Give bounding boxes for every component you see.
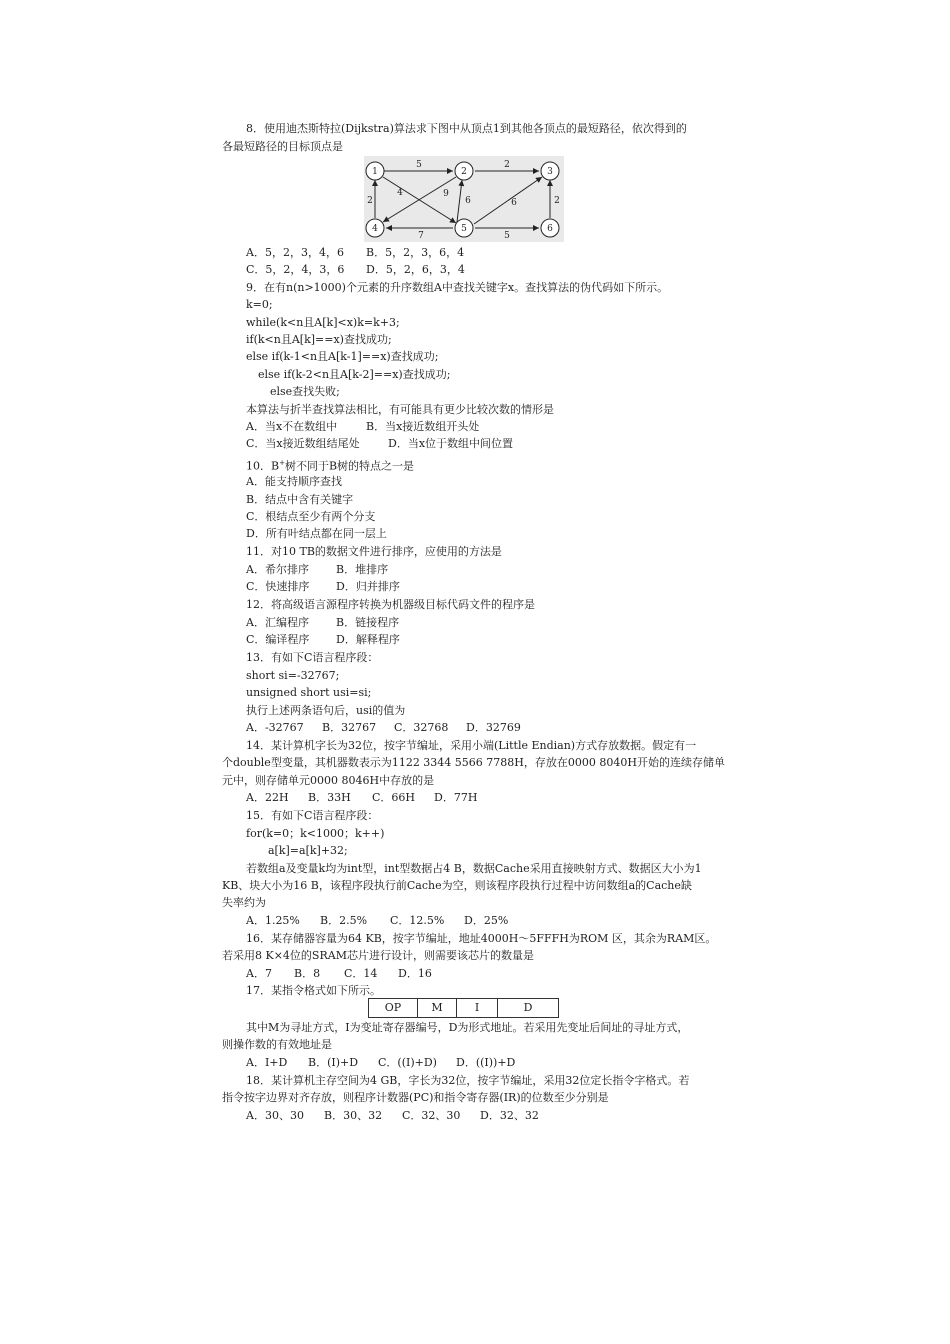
q15-code-line: a[k]=a[k]+32; xyxy=(268,844,348,857)
q18-option-c: C．32、30 xyxy=(402,1109,461,1122)
q9-code-line: else if(k-1<n且A[k-1]==x)查找成功; xyxy=(246,350,439,363)
q13-option-d: D．32769 xyxy=(466,721,521,734)
q9-text-line1: 9．在有n(n>1000)个元素的升序数组A中查找关键字x。查找算法的伪代码如下所示。 xyxy=(246,281,669,294)
q12-option-c: C．编译程序 xyxy=(246,633,310,646)
format-cell-d: D xyxy=(523,1001,533,1014)
q15-text-line3: KB、块大小为16 B，该程序段执行前Cache为空，则该程序段执行过程中访问数组a的Cache缺 xyxy=(222,879,692,892)
q14-text-line1: 14．某计算机字长为32位，按字节编址，采用小端(Little Endian)方式存放数据。假定有一 xyxy=(246,739,697,752)
q16-text-line1: 16．某存储器容量为64 KB，按字节编址，地址4000H～5FFFH为ROM 区，其余为RAM区。 xyxy=(246,932,717,945)
q15-text-line4: 失率约为 xyxy=(222,896,266,909)
q16-option-d: D．16 xyxy=(398,967,432,980)
q15-option-b: B．2.5% xyxy=(320,914,368,927)
q10-option-b: B．结点中含有关键字 xyxy=(246,493,354,506)
q14-text-line3: 元中，则存储单元0000 8046H中存放的是 xyxy=(222,774,435,787)
q12-option-a: A．汇编程序 xyxy=(246,616,309,629)
q15-option-c: C．12.5% xyxy=(390,914,445,927)
edge-label: 2 xyxy=(504,160,510,170)
edge-label: 6 xyxy=(511,198,517,208)
q12-option-b: B．链接程序 xyxy=(336,616,400,629)
q17-text: 17．某指令格式如下所示。 xyxy=(246,984,381,997)
q13-question: 执行上述两条语句后，usi的值为 xyxy=(246,704,406,717)
q14-option-d: D．77H xyxy=(434,791,478,804)
q11-option-c: C．快速排序 xyxy=(246,580,310,593)
q9-option-c: C．当x接近数组结尾处 xyxy=(246,437,360,450)
q8-option-c: C．5，2，4，3，6 xyxy=(246,263,345,276)
q16-option-b: B．8 xyxy=(294,967,321,980)
q8-graph-diagram xyxy=(364,156,564,242)
q18-option-a: A．30、30 xyxy=(246,1109,304,1122)
q17-option-b: B．(I)+D xyxy=(308,1056,359,1069)
q18-option-d: D．32、32 xyxy=(480,1109,539,1122)
q14-text-line2: 个double型变量，其机器数表示为1122 3344 5566 7788H，存放在0000 8040H开始的连续存储单 xyxy=(222,756,725,769)
edge-label: 5 xyxy=(504,231,510,241)
q10-suffix: 树不同于B树的特点之一是 xyxy=(284,459,415,473)
node-label: 4 xyxy=(372,224,378,234)
q13-option-a: A．-32767 xyxy=(246,721,304,734)
q8-option-b: B．5，2，3，6，4 xyxy=(366,246,465,259)
q10-option-d: D．所有叶结点都在同一层上 xyxy=(246,527,387,540)
edge-label: 9 xyxy=(443,189,449,199)
edge-label: 2 xyxy=(554,196,560,206)
q14-option-b: B．33H xyxy=(308,791,351,804)
q8-option-d: D．5，2，6，3，4 xyxy=(366,263,465,276)
q11-text: 11．对10 TB的数据文件进行排序，应使用的方法是 xyxy=(246,545,502,558)
q17-option-c: C．((I)+D) xyxy=(378,1056,437,1069)
q10-option-c: C．根结点至少有两个分支 xyxy=(246,510,376,523)
format-cell-m: M xyxy=(418,999,457,1017)
q16-option-a: A．7 xyxy=(246,967,272,980)
q13-option-c: C．32768 xyxy=(394,721,449,734)
q11-option-b: B．堆排序 xyxy=(336,563,389,576)
format-cell-i: I xyxy=(457,999,498,1017)
q13-option-b: B．32767 xyxy=(322,721,377,734)
q9-code-line: if(k<n且A[k]==x)查找成功; xyxy=(246,333,392,346)
q15-option-a: A．1.25% xyxy=(246,914,300,927)
q9-code-line: else查找失败; xyxy=(270,385,340,398)
q17-text-line2: 其中M为寻址方式，I为变址寄存器编号，D为形式地址。若采用先变址后间址的寻址方式， xyxy=(246,1021,689,1034)
q9-code-line: else if(k-2<n且A[k-2]==x)查找成功; xyxy=(258,368,451,381)
q9-option-d: D．当x位于数组中间位置 xyxy=(388,437,514,450)
instruction-format-table xyxy=(368,998,559,1018)
q11-option-d: D．归并排序 xyxy=(336,580,400,593)
q8-option-a: A．5，2，3，4，6 xyxy=(246,246,344,259)
q13-code-line: short si=-32767; xyxy=(246,669,340,682)
q10-prefix: 10．B xyxy=(246,459,280,473)
format-cell-op: OP xyxy=(369,999,418,1017)
q15-code-line: for(k=0；k<1000；k++) xyxy=(246,827,385,840)
edge-label: 5 xyxy=(416,160,422,170)
q15-text-line2: 若数组a及变量k均为int型，int型数据占4 B，数据Cache采用直接映射方式、数据区大小为1 xyxy=(246,862,702,875)
q12-text: 12．将高级语言源程序转换为机器级目标代码文件的程序是 xyxy=(246,598,535,611)
edge-label: 2 xyxy=(367,196,373,206)
q16-option-c: C．14 xyxy=(344,967,378,980)
q15-text: 15．有如下C语言程序段： xyxy=(246,809,379,822)
q14-option-a: A．22H xyxy=(246,791,289,804)
q16-text-line2: 若采用8 K×4位的SRAM芯片进行设计，则需要该芯片的数量是 xyxy=(222,949,534,962)
q13-code-line: unsigned short usi=si; xyxy=(246,686,372,699)
edge-label: 6 xyxy=(465,196,471,206)
q10-text xyxy=(246,456,414,474)
q13-text: 13．有如下C语言程序段： xyxy=(246,651,379,664)
q9-option-a: A．当x不在数组中 xyxy=(246,420,338,433)
edge-5-2 xyxy=(457,180,462,222)
q9-option-b: B．当x接近数组开头处 xyxy=(366,420,480,433)
q8-text-line2: 各最短路径的目标顶点是 xyxy=(222,140,343,153)
edge-5-3 xyxy=(474,177,542,224)
q9-code-line: k=0; xyxy=(246,298,273,311)
q18-text-line2: 指令按字边界对齐存放，则程序计数器(PC)和指令寄存器(IR)的位数至少分别是 xyxy=(222,1091,609,1104)
q15-option-d: D．25% xyxy=(464,914,509,927)
q14-option-c: C．66H xyxy=(372,791,416,804)
q10-sup: + xyxy=(279,459,285,467)
edge-label: 7 xyxy=(418,231,424,241)
q8-text-line1: 8．使用迪杰斯特拉(Dijkstra)算法求下图中从顶点1到其他各顶点的最短路径，依次得到的 xyxy=(246,122,687,135)
q18-text-line1: 18．某计算机主存空间为4 GB，字长为32位，按字节编址，采用32位定长指令字格式。若 xyxy=(246,1074,690,1087)
q9-question: 本算法与折半查找算法相比，有可能具有更少比较次数的情形是 xyxy=(246,403,554,416)
node-label: 2 xyxy=(461,167,467,177)
q9-code-line: while(k<n且A[k]<x)k=k+3; xyxy=(246,316,400,329)
q12-option-d: D．解释程序 xyxy=(336,633,400,646)
q17-option-a: A．I+D xyxy=(246,1056,288,1069)
graph-svg xyxy=(364,156,564,242)
node-label: 5 xyxy=(461,224,467,234)
edge-label: 4 xyxy=(397,188,403,198)
q17-text-line3: 则操作数的有效地址是 xyxy=(222,1038,332,1051)
q11-option-a: A．希尔排序 xyxy=(246,563,309,576)
node-label: 1 xyxy=(372,167,378,177)
q18-option-b: B．30、32 xyxy=(324,1109,383,1122)
node-label: 6 xyxy=(547,224,553,234)
q10-option-a: A．能支持顺序查找 xyxy=(246,475,342,488)
q17-option-d: D．((I))+D xyxy=(456,1056,516,1069)
node-label: 3 xyxy=(547,167,553,177)
